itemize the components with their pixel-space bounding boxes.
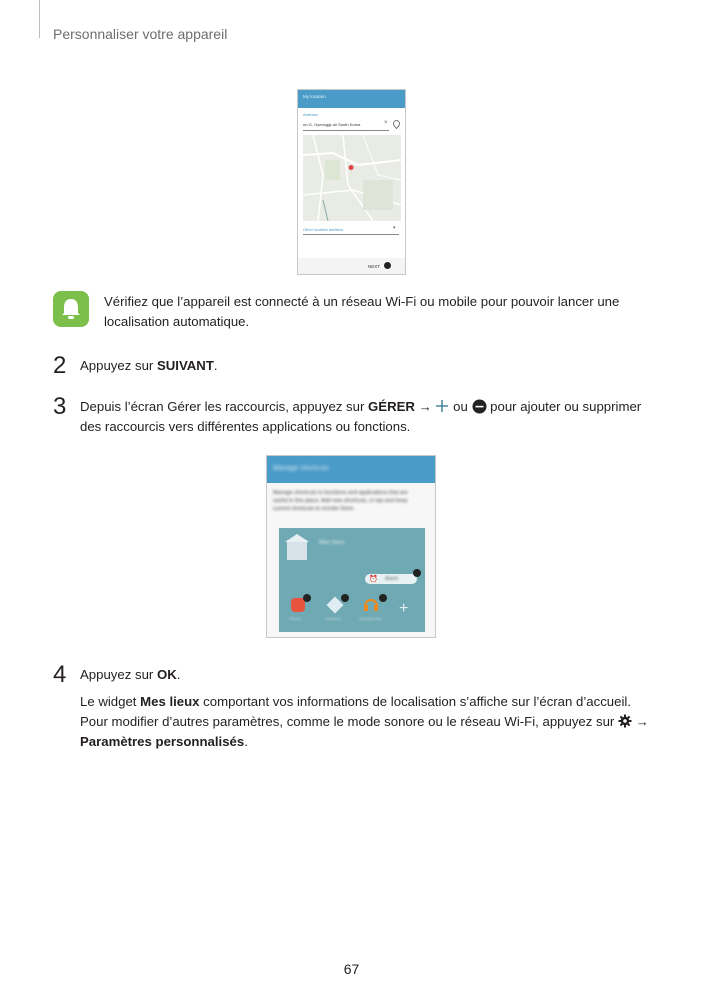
step-3-text-a: Depuis l’écran Gérer les raccourcis, appuyez sur bbox=[80, 399, 369, 414]
add-shortcut-icon: + bbox=[399, 600, 409, 617]
step-4-text-b: . bbox=[176, 667, 181, 682]
app1-remove-icon bbox=[303, 594, 311, 602]
note-text: Vérifiez que l’appareil est connecté à un réseau Wi-Fi ou mobile pour pouvoir lancer une localisation automatique. bbox=[104, 294, 620, 329]
pill-remove-icon bbox=[413, 569, 421, 577]
step-3-number: 3 bbox=[53, 393, 67, 420]
address-label: Address bbox=[303, 112, 318, 117]
step-2-number: 2 bbox=[53, 352, 67, 379]
house-icon bbox=[283, 532, 313, 562]
address-value: un-G, Gyeonggi-do South Korea bbox=[303, 122, 361, 127]
widget-title: Mes lieux bbox=[319, 540, 345, 546]
step-4-arrow: → bbox=[635, 714, 649, 729]
step-4-body-line2 bbox=[80, 712, 649, 732]
location-appbar bbox=[298, 90, 405, 108]
step-3-text-b: pour ajouter ou supprimer bbox=[490, 399, 642, 414]
dropdown-arrow-icon: ▾ bbox=[393, 225, 396, 231]
step-4-body-line1 bbox=[80, 692, 631, 712]
plus-icon bbox=[435, 399, 449, 413]
note-icon bbox=[53, 291, 89, 327]
next-button: NEXT bbox=[368, 264, 381, 269]
shortcuts-description: Manage shortcuts to functions and applications that are useful in this place. Add new shortcuts, or tap and keep current shortcuts to reorder them. bbox=[273, 490, 408, 512]
location-pin-icon bbox=[393, 120, 400, 129]
minus-circle-icon bbox=[472, 399, 487, 414]
step-3-bold: GÉRER bbox=[368, 399, 415, 414]
map-view bbox=[303, 135, 401, 221]
step-2-text bbox=[80, 356, 218, 376]
step-4-body-d: . bbox=[244, 734, 248, 749]
alarm-pill-label: Alarm bbox=[385, 576, 399, 582]
step-3-line1 bbox=[80, 397, 641, 417]
manage-shortcuts-screenshot bbox=[266, 455, 436, 638]
step-4-body-bold2: Paramètres personnalisés bbox=[80, 734, 245, 749]
dropdown-underline bbox=[303, 234, 399, 235]
shortcuts-title: Manage shortcuts bbox=[273, 465, 329, 472]
step-4-body-bold: Mes lieux bbox=[140, 694, 200, 709]
app3-remove-icon bbox=[379, 594, 387, 602]
step-4-text bbox=[80, 665, 180, 685]
next-arrow-icon bbox=[384, 262, 391, 269]
widget-preview bbox=[279, 528, 425, 632]
app1-label: Phone bbox=[289, 616, 301, 621]
step-3-arrow: → bbox=[418, 399, 432, 414]
clear-icon: × bbox=[384, 120, 388, 126]
bell-icon bbox=[53, 291, 89, 327]
step-2-text-a: Appuyez sur bbox=[80, 358, 157, 373]
step-4-number: 4 bbox=[53, 661, 67, 688]
header-rule bbox=[39, 0, 40, 38]
location-screenshot bbox=[297, 89, 406, 275]
location-appbar-title: My location bbox=[303, 94, 326, 99]
step-4-bold: OK bbox=[156, 667, 177, 682]
app2-label: Vibration bbox=[325, 616, 341, 621]
step-4-body-line3 bbox=[80, 732, 248, 752]
location-dropdown: Other location address bbox=[303, 227, 344, 232]
step-4-body-c: Pour modifier d’autres paramètres, comme le mode sonore ou le réseau Wi-Fi, appuyez sur bbox=[80, 714, 615, 729]
page-header: Personnaliser votre appareil bbox=[53, 26, 228, 42]
step-3-line2: des raccourcis vers différentes applications ou fonctions. bbox=[80, 419, 411, 434]
address-underline bbox=[303, 130, 389, 131]
step-4-text-a: Appuyez sur bbox=[80, 667, 157, 682]
alarm-clock-icon: ⏰ bbox=[369, 576, 378, 583]
step-2-text-b: . bbox=[213, 358, 218, 373]
shortcuts-appbar bbox=[267, 456, 435, 483]
alarm-pill bbox=[365, 574, 417, 584]
gear-icon bbox=[618, 714, 632, 728]
step-4-body-b: comportant vos informations de localisation s’affiche sur l’écran d’accueil. bbox=[199, 694, 631, 709]
page-number: 67 bbox=[343, 961, 360, 977]
step-2-bold: SUIVANT bbox=[156, 358, 214, 373]
headphones-icon bbox=[363, 596, 379, 612]
step-4-body-a: Le widget bbox=[80, 694, 141, 709]
step-3-ou: ou bbox=[453, 399, 468, 414]
app3-label: Headphones bbox=[359, 616, 382, 621]
app2-remove-icon bbox=[341, 594, 349, 602]
